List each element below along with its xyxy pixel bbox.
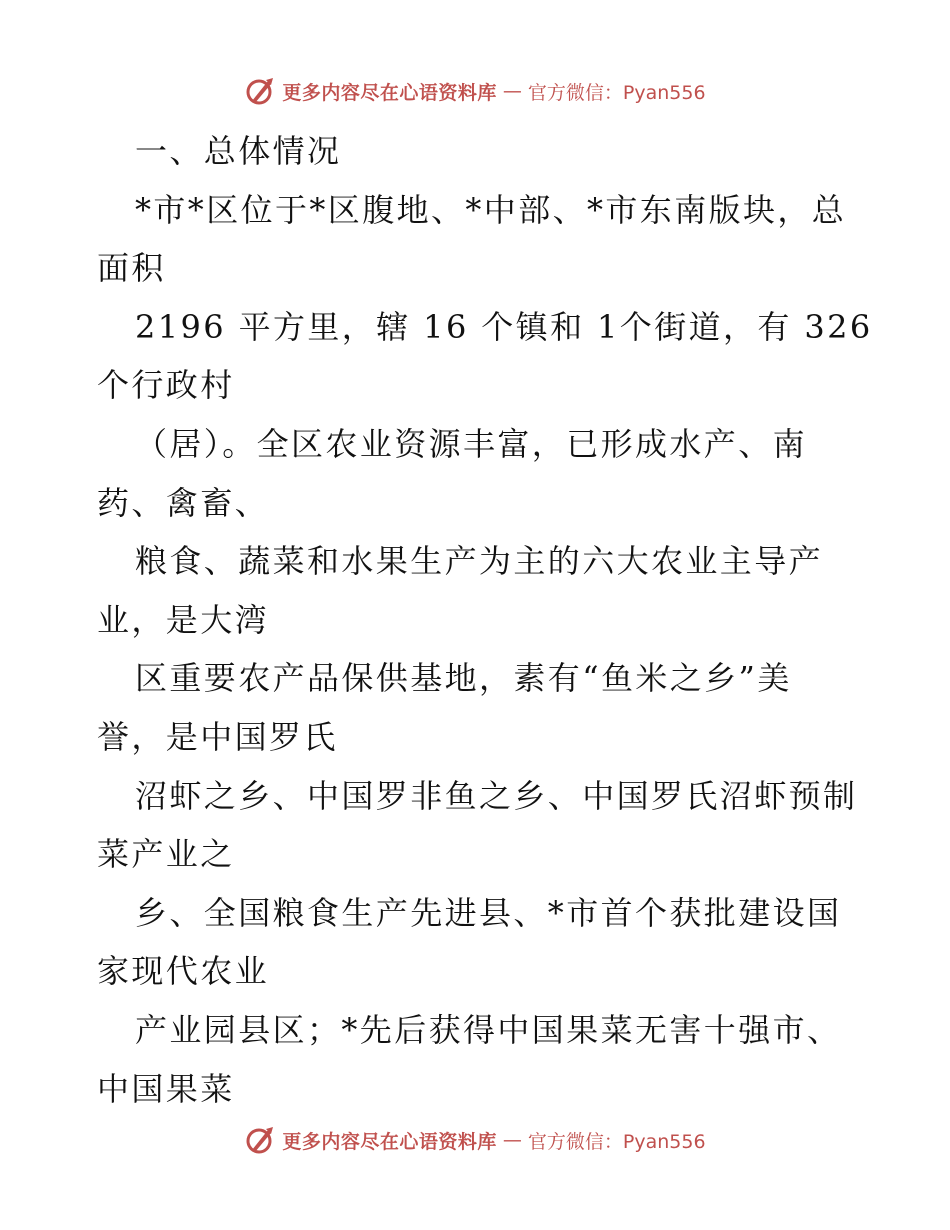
body-line: 面积 xyxy=(97,249,166,288)
watermark-account: 官方微信：Pyan556 xyxy=(527,1130,706,1153)
body-line: 药、禽畜、 xyxy=(97,483,270,522)
body-line: 业，是大湾 xyxy=(97,600,270,639)
watermark-separator: — xyxy=(502,80,522,102)
quill-pen-logo-icon xyxy=(244,75,276,107)
body-line: 个行政村 xyxy=(97,366,235,405)
footer-watermark xyxy=(0,1120,950,1160)
header-watermark xyxy=(0,71,950,111)
quill-pen-logo-icon xyxy=(244,1124,276,1156)
body-line: 一、总体情况 xyxy=(135,132,342,170)
watermark-text: 更多内容尽在心语资料库 xyxy=(282,81,497,104)
document-body xyxy=(97,122,873,1118)
body-line: 家现代农业 xyxy=(97,952,270,991)
body-line: 2196 平方里，辖 16 个镇和 1个街道，有 326 xyxy=(135,307,873,346)
body-line: 区重要农产品保供基地，素有“鱼米之乡”美 xyxy=(135,659,792,698)
body-line: 沼虾之乡、中国罗非鱼之乡、中国罗氏沼虾预制 xyxy=(135,776,858,815)
watermark-separator: — xyxy=(502,1129,522,1151)
body-line: 中国果菜 xyxy=(97,1069,235,1108)
body-line: （居）。全区农业资源丰富，已形成水产、南 xyxy=(135,424,808,463)
body-line: 产业园县区；*先后获得中国果菜无害十强市、 xyxy=(135,1010,842,1049)
body-line: 粮食、蔬菜和水果生产为主的六大农业主导产 xyxy=(135,542,824,581)
body-line: *市*区位于*区腹地、*中部、*市东南版块，总 xyxy=(135,190,847,229)
watermark-text: 更多内容尽在心语资料库 xyxy=(282,1130,497,1153)
body-line: 乡、全国粮食生产先进县、*市首个获批建设国 xyxy=(135,893,842,932)
body-line: 菜产业之 xyxy=(97,835,235,874)
watermark-account: 官方微信：Pyan556 xyxy=(527,81,706,104)
body-line: 誉，是中国罗氏 xyxy=(97,717,338,756)
